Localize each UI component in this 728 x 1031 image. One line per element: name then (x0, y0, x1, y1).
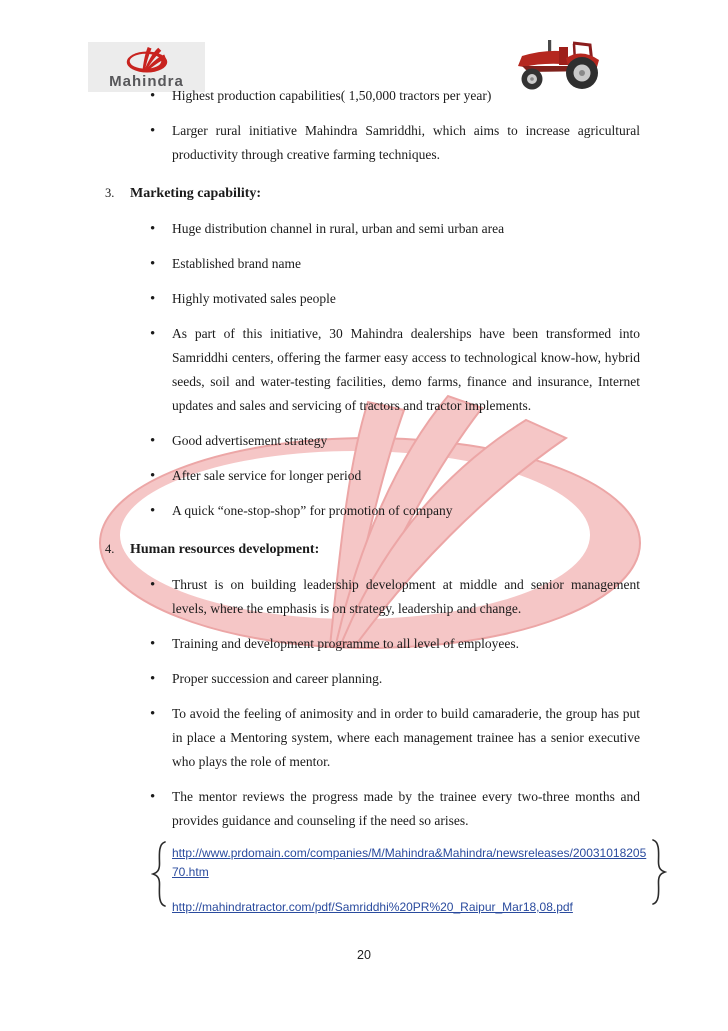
document-content (105, 84, 647, 917)
page-number: 20 (357, 948, 371, 962)
bullet-item: • Highest production capabilities( 1,50,000 tractors per year) (105, 84, 640, 108)
bullet-item: • As part of this initiative, 30 Mahindra dealerships have been transformed into Samriddhi centers, offering the farmer easy access to technological know-how, hybrid seeds, soil and water-testing facilities, demo farms, finance and insurance, Internet updates and sales and servicing of tractors and tractor implements. (105, 322, 640, 418)
section-title: Human resources development: (130, 542, 320, 557)
section-number: 3. (105, 186, 115, 200)
bullet-item: • To avoid the feeling of animosity and in order to build camaraderie, the group has put in place a Mentoring system, where each management trainee has a senior executive who plays the role of mentor. (105, 702, 640, 774)
bullet-item: • After sale service for longer period (105, 464, 640, 488)
reference-links (172, 844, 650, 917)
left-brace-decoration (151, 840, 167, 908)
bullet-item: • Established brand name (105, 252, 640, 276)
section-number: 4. (105, 542, 115, 556)
brand-wordmark: Mahindra (109, 73, 184, 90)
bullet-item: • Larger rural initiative Mahindra Samriddhi, which aims to increase agricultural productivity through creative farming techniques. (105, 119, 640, 167)
mahindra-emblem-icon (121, 44, 173, 74)
bullet-item: • Huge distribution channel in rural, urban and semi urban area (105, 217, 640, 241)
bullet-item: • Thrust is on building leadership development at middle and senior management levels, where the emphasis is on strategy, leadership and change. (105, 573, 640, 621)
bullet-item: • Training and development programme to all level of employees. (105, 632, 640, 656)
bullet-item: • Proper succession and career planning. (105, 667, 640, 691)
link-mahindratractor-pdf[interactable]: http://mahindratractor.com/pdf/Samriddhi%20PR%20_Raipur_Mar18,08.pdf (172, 900, 573, 914)
bullet-item: • A quick “one-stop-shop” for promotion of company (105, 499, 640, 523)
section-heading-hr (105, 537, 640, 562)
right-brace-decoration (651, 838, 667, 906)
bullet-item: • The mentor reviews the progress made by the trainee every two-three months and provides guidance and counseling if the need so arises. (105, 785, 640, 833)
link-prdomain-newsrelease[interactable]: http://www.prdomain.com/companies/M/Mahindra&Mahindra/newsreleases/2003101820570.htm (172, 846, 647, 879)
bullet-item: • Highly motivated sales people (105, 287, 640, 311)
section-heading-marketing (105, 181, 640, 206)
bullet-item: • Good advertisement strategy (105, 429, 640, 453)
section-title: Marketing capability: (130, 186, 262, 201)
